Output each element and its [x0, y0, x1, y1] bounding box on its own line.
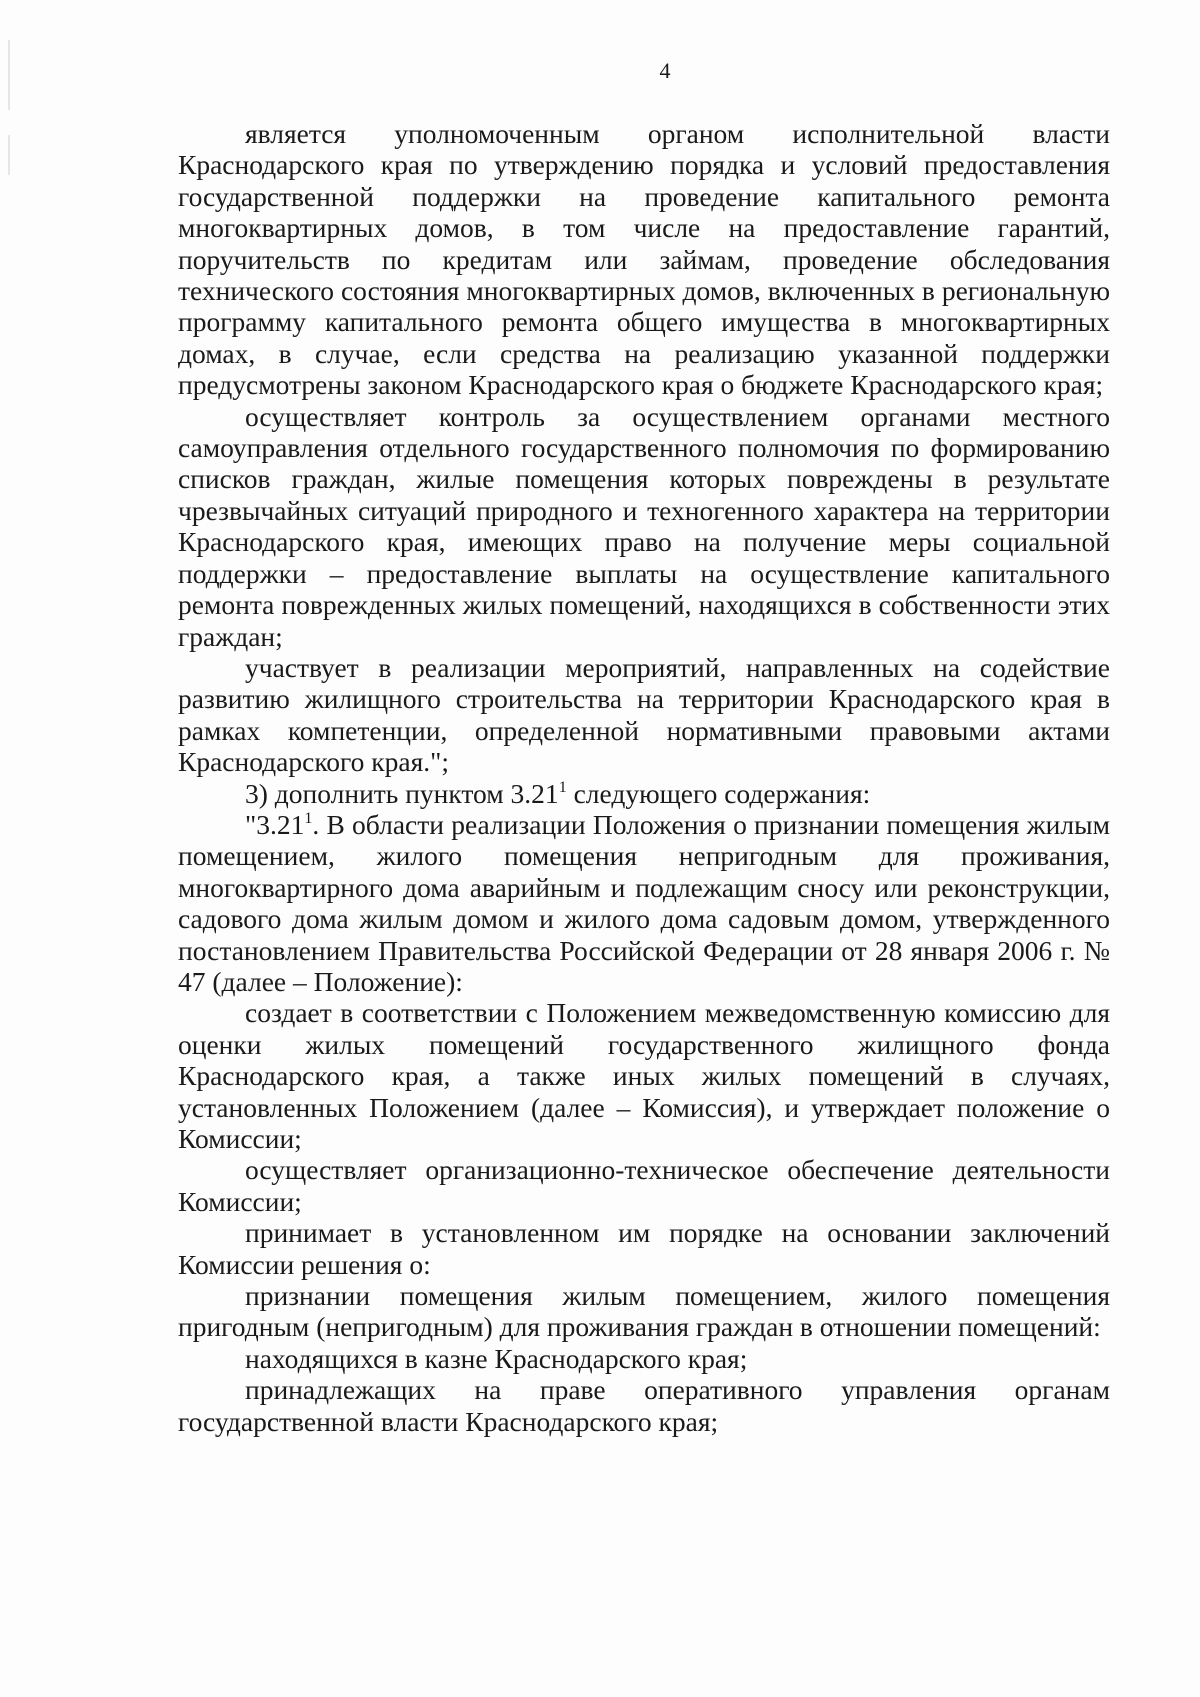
- paragraph-participation: участвует в реализации мероприятий, направленных на содействие развитию жилищного строительства на территории Краснодарского края в рамках компетенции, определенной нормативными правовыми актами Краснодарского края.";: [178, 651, 1110, 778]
- paragraph-authority: является уполномоченным органом исполнительной власти Краснодарского края по утверждению порядка и условий предоставления государственной поддержки на проведение капитального ремонта многоквартирных домов, в том числе на предоставление гарантий, поручительств по кредитам или займам, проведение обследования технического состояния многоквартирных домов, включенных в региональную программу капитального ремонта общего имущества в многоквартирных домах, в случае, если средства на реализацию указанной поддержки предусмотрены законом Краснодарского края о бюджете Краснодарского края;: [178, 118, 1110, 401]
- paragraph-amendment: [178, 778, 1110, 809]
- paragraph-treasury: находящихся в казне Краснодарского края;: [245, 1342, 748, 1374]
- paragraph-recognition: признании помещения жилым помещением, жилого помещения пригодным (непригодным) для проживания граждан в отношении помещений:: [178, 1280, 1110, 1343]
- paragraph-operational-management: принадлежащих на праве оперативного управления органам государственной власти Краснодарского края;: [178, 1374, 1110, 1437]
- paragraph-decisions: принимает в установленном им порядке на основании заключений Комиссии решения о:: [178, 1217, 1110, 1280]
- scan-edge-mark: [8, 135, 10, 175]
- clause-text-end: . В области реализации Положения о признании помещения жилым помещением, жилого помещения непригодным для проживания, многоквартирного дома аварийным и подлежащим сносу или реконструкции, садового дома жилым домом и жилого дома садовым домом, утвержденного постановлением Правительства Российской Федерации от 28 января 2006 г. № 47 (далее – Положение):: [178, 808, 1110, 997]
- paragraph-control: осуществляет контроль за осуществлением органами местного самоуправления отдельного государственного полномочия по формированию списков граждан, жилые помещения которых повреждены в результате чрезвычайных ситуаций природного и техногенного характера на территории Краснодарского края, имеющих право на получение меры социальной поддержки – предоставление выплаты на осуществление капитального ремонта поврежденных жилых помещений, находящихся в собственности этих граждан;: [178, 400, 1110, 652]
- clause-text-start: "3.21: [245, 808, 305, 840]
- paragraph-clause-3-21-1: [178, 809, 1110, 997]
- superscript: 1: [304, 809, 313, 827]
- document-body: [178, 118, 1110, 1437]
- amendment-text-start: 3) дополнить пунктом 3.21: [245, 777, 559, 809]
- paragraph-commission: создает в соответствии с Положением межведомственную комиссию для оценки жилых помещений государственного жилищного фонда Краснодарского края, а также иных жилых помещений в случаях, установленных Положением (далее – Комиссия), и утверждает положение о Комиссии;: [178, 997, 1110, 1154]
- amendment-text-end: следующего содержания:: [566, 777, 871, 809]
- paragraph-support: осуществляет организационно-техническое обеспечение деятельности Комиссии;: [178, 1154, 1110, 1217]
- superscript: 1: [558, 778, 567, 796]
- page-number: 4: [659, 58, 671, 83]
